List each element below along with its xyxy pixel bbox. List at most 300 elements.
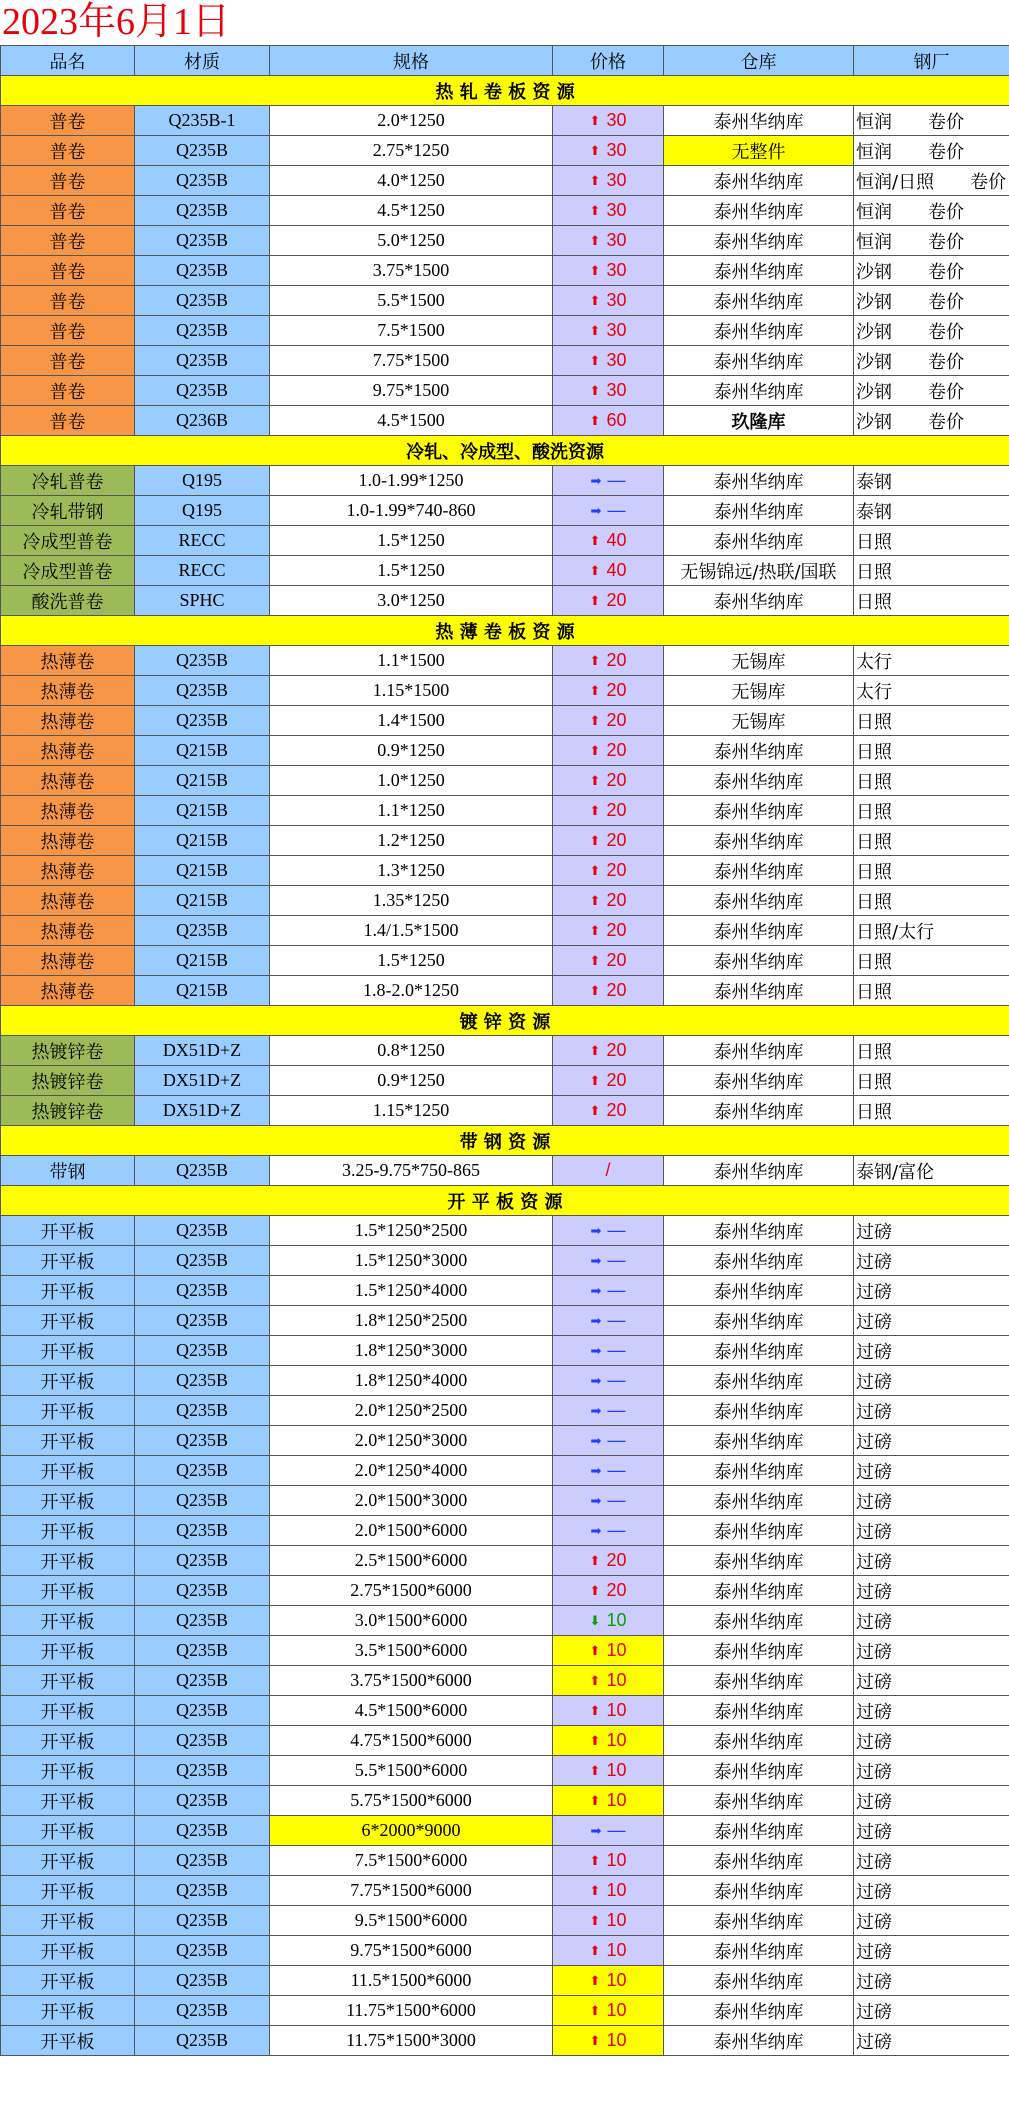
price-value: 10: [606, 1670, 627, 1690]
material-cell: RECC: [135, 526, 270, 556]
price-value: 20: [606, 680, 627, 700]
arrow-up-icon: ⬆: [589, 1733, 601, 1748]
material-cell: Q235B: [135, 1696, 270, 1726]
price-cell: [553, 1726, 664, 1756]
warehouse-cell: 泰州华纳库: [664, 1306, 854, 1336]
table-row: [1, 826, 1009, 856]
price-value: 30: [606, 320, 627, 340]
price-cell: [553, 1966, 664, 1996]
spec-cell: 1.8-2.0*1250: [270, 976, 553, 1006]
price-value: 30: [606, 110, 627, 130]
arrow-up-icon: ⬆: [589, 833, 601, 848]
price-cell: [553, 796, 664, 826]
warehouse-cell: 玖隆库: [664, 406, 854, 436]
price-value: 40: [606, 560, 627, 580]
material-cell: DX51D+Z: [135, 1096, 270, 1126]
price-value: 20: [606, 1040, 627, 1060]
arrow-right-icon: ➡: [590, 1313, 602, 1328]
warehouse-cell: 泰州华纳库: [664, 1486, 854, 1516]
price-cell: [553, 1696, 664, 1726]
arrow-up-icon: ⬆: [589, 203, 601, 218]
price-value: 20: [606, 980, 627, 1000]
table-row: [1, 1276, 1009, 1306]
warehouse-cell: 泰州华纳库: [664, 736, 854, 766]
warehouse-cell: 泰州华纳库: [664, 1786, 854, 1816]
table-row: [1, 1336, 1009, 1366]
warehouse-cell: 泰州华纳库: [664, 496, 854, 526]
table-row: [1, 1096, 1009, 1126]
mill-cell: 过磅: [854, 1366, 1009, 1396]
table-row: [1, 1486, 1009, 1516]
arrow-up-icon: ⬆: [589, 893, 601, 908]
product-name-cell: 酸洗普卷: [1, 586, 135, 616]
material-cell: Q235B: [135, 1426, 270, 1456]
price-cell: [553, 676, 664, 706]
material-cell: Q235B: [135, 1396, 270, 1426]
price-value: 20: [606, 1550, 627, 1570]
product-name-cell: 带钢: [1, 1156, 135, 1186]
warehouse-cell: 泰州华纳库: [664, 1396, 854, 1426]
product-name-cell: 普卷: [1, 376, 135, 406]
mill-cell: 日照: [854, 976, 1009, 1006]
price-value: 30: [606, 170, 627, 190]
table-row: [1, 406, 1009, 436]
arrow-up-icon: ⬆: [589, 2033, 601, 2048]
price-value: 30: [606, 140, 627, 160]
table-row: [1, 526, 1009, 556]
table-row: [1, 916, 1009, 946]
product-name-cell: 热薄卷: [1, 886, 135, 916]
spec-cell: 4.5*1250: [270, 196, 553, 226]
warehouse-cell: 泰州华纳库: [664, 1846, 854, 1876]
table-row: [1, 1516, 1009, 1546]
spec-cell: 2.75*1500*6000: [270, 1576, 553, 1606]
arrow-up-icon: ⬆: [589, 863, 601, 878]
warehouse-cell: 泰州华纳库: [664, 856, 854, 886]
mill-cell: 过磅: [854, 1846, 1009, 1876]
price-value: 20: [606, 770, 627, 790]
arrow-up-icon: ⬆: [589, 983, 601, 998]
price-value: 10: [606, 1640, 627, 1660]
material-cell: Q235B: [135, 1726, 270, 1756]
mill-cell: 沙钢 卷价: [854, 256, 1009, 286]
warehouse-cell: 泰州华纳库: [664, 1576, 854, 1606]
arrow-right-icon: ➡: [590, 1823, 602, 1838]
product-name-cell: 普卷: [1, 256, 135, 286]
spec-cell: 1.0-1.99*1250: [270, 466, 553, 496]
product-name-cell: 普卷: [1, 316, 135, 346]
table-row: [1, 1966, 1009, 1996]
warehouse-cell: 泰州华纳库: [664, 1246, 854, 1276]
material-cell: Q235B: [135, 1486, 270, 1516]
price-value: —: [607, 1280, 626, 1300]
product-name-cell: 热薄卷: [1, 946, 135, 976]
arrow-right-icon: ➡: [590, 1493, 602, 1508]
price-cell: [553, 376, 664, 406]
product-name-cell: 冷轧普卷: [1, 466, 135, 496]
table-row: [1, 556, 1009, 586]
product-name-cell: 普卷: [1, 286, 135, 316]
spec-cell: 1.0-1.99*740-860: [270, 496, 553, 526]
price-cell: [553, 106, 664, 136]
product-name-cell: 热薄卷: [1, 916, 135, 946]
material-cell: Q235B: [135, 1936, 270, 1966]
price-cell: [553, 766, 664, 796]
price-value: /: [605, 1160, 611, 1180]
warehouse-cell: 无锡锦远/热联/国联: [664, 556, 854, 586]
table-row: [1, 1936, 1009, 1966]
material-cell: Q235B: [135, 1456, 270, 1486]
arrow-right-icon: ➡: [590, 1373, 602, 1388]
product-name-cell: 热薄卷: [1, 646, 135, 676]
table-row: [1, 1846, 1009, 1876]
arrow-up-icon: ⬆: [589, 1103, 601, 1118]
mill-cell: 日照: [854, 1066, 1009, 1096]
material-cell: Q235B: [135, 1666, 270, 1696]
mill-cell: 泰钢: [854, 466, 1009, 496]
spec-cell: 2.0*1250: [270, 106, 553, 136]
arrow-up-icon: ⬆: [589, 1673, 601, 1688]
price-value: 20: [606, 740, 627, 760]
material-cell: Q235B: [135, 226, 270, 256]
spec-cell: 7.5*1500*6000: [270, 1846, 553, 1876]
mill-cell: 日照: [854, 586, 1009, 616]
table-row: [1, 496, 1009, 526]
price-cell: [553, 1456, 664, 1486]
spec-cell: 1.5*1250*4000: [270, 1276, 553, 1306]
table-row: [1, 106, 1009, 136]
price-cell: [553, 1036, 664, 1066]
material-cell: Q235B: [135, 346, 270, 376]
price-cell: [553, 1786, 664, 1816]
spec-cell: 1.5*1250*3000: [270, 1246, 553, 1276]
mill-cell: 过磅: [854, 1576, 1009, 1606]
warehouse-cell: 泰州华纳库: [664, 1516, 854, 1546]
section-title: 镀 锌 资 源: [1, 1006, 1009, 1036]
product-name-cell: 开平板: [1, 1786, 135, 1816]
warehouse-cell: 泰州华纳库: [664, 1096, 854, 1126]
warehouse-cell: 泰州华纳库: [664, 586, 854, 616]
material-cell: Q195: [135, 466, 270, 496]
mill-cell: 太行: [854, 646, 1009, 676]
arrow-up-icon: ⬆: [589, 773, 601, 788]
mill-cell: 过磅: [854, 1246, 1009, 1276]
table-row: [1, 1036, 1009, 1066]
price-value: 30: [606, 260, 627, 280]
section-title: 热 薄 卷 板 资 源: [1, 616, 1009, 646]
product-name-cell: 热薄卷: [1, 766, 135, 796]
product-name-cell: 开平板: [1, 1576, 135, 1606]
arrow-right-icon: ➡: [590, 503, 602, 518]
product-name-cell: 开平板: [1, 1696, 135, 1726]
arrow-up-icon: ⬆: [589, 533, 601, 548]
warehouse-cell: 泰州华纳库: [664, 1966, 854, 1996]
spec-cell: 9.5*1500*6000: [270, 1906, 553, 1936]
mill-cell: 过磅: [854, 1516, 1009, 1546]
mill-cell: 过磅: [854, 1396, 1009, 1426]
mill-cell: 过磅: [854, 1726, 1009, 1756]
price-cell: [553, 1156, 664, 1186]
price-cell: [553, 1336, 664, 1366]
mill-cell: 过磅: [854, 1816, 1009, 1846]
spec-cell: 2.0*1500*3000: [270, 1486, 553, 1516]
product-name-cell: 开平板: [1, 1426, 135, 1456]
price-cell: [553, 226, 664, 256]
warehouse-cell: 泰州华纳库: [664, 1756, 854, 1786]
spec-cell: 1.5*1250: [270, 526, 553, 556]
spec-cell: 5.5*1500: [270, 286, 553, 316]
table-row: [1, 166, 1009, 196]
price-cell: [553, 1816, 664, 1846]
spec-cell: 5.5*1500*6000: [270, 1756, 553, 1786]
product-name-cell: 热薄卷: [1, 826, 135, 856]
mill-cell: 过磅: [854, 1336, 1009, 1366]
mill-cell: 日照: [854, 706, 1009, 736]
mill-cell: 日照: [854, 1096, 1009, 1126]
mill-cell: 过磅: [854, 1756, 1009, 1786]
warehouse-cell: 泰州华纳库: [664, 316, 854, 346]
spec-cell: 5.75*1500*6000: [270, 1786, 553, 1816]
warehouse-cell: 泰州华纳库: [664, 916, 854, 946]
price-cell: [553, 196, 664, 226]
arrow-right-icon: ➡: [590, 1343, 602, 1358]
material-cell: Q235B: [135, 1846, 270, 1876]
spec-cell: 3.0*1500*6000: [270, 1606, 553, 1636]
table-row: [1, 1756, 1009, 1786]
spec-cell: 6*2000*9000: [270, 1816, 553, 1846]
product-name-cell: 普卷: [1, 406, 135, 436]
product-name-cell: 开平板: [1, 1966, 135, 1996]
mill-cell: 过磅: [854, 1696, 1009, 1726]
mill-cell: 过磅: [854, 1906, 1009, 1936]
price-value: 20: [606, 1100, 627, 1120]
material-cell: Q215B: [135, 826, 270, 856]
product-name-cell: 开平板: [1, 1516, 135, 1546]
price-cell: [553, 1846, 664, 1876]
price-cell: [553, 1636, 664, 1666]
table-row: [1, 796, 1009, 826]
product-name-cell: 开平板: [1, 1486, 135, 1516]
warehouse-cell: 泰州华纳库: [664, 1876, 854, 1906]
price-cell: [553, 1216, 664, 1246]
material-cell: Q235B: [135, 1156, 270, 1186]
spec-cell: 3.25-9.75*750-865: [270, 1156, 553, 1186]
material-cell: Q235B: [135, 1546, 270, 1576]
price-value: —: [607, 1430, 626, 1450]
price-cell: [553, 856, 664, 886]
mill-cell: 过磅: [854, 2026, 1009, 2056]
mill-cell: 过磅: [854, 1636, 1009, 1666]
price-cell: [553, 256, 664, 286]
page-title: 2023年6月1日: [2, 1, 231, 43]
table-row: [1, 856, 1009, 886]
price-value: 30: [606, 350, 627, 370]
table-row: [1, 136, 1009, 166]
table-row: [1, 346, 1009, 376]
price-cell: [553, 706, 664, 736]
price-cell: [553, 1996, 664, 2026]
mill-cell: 日照: [854, 1036, 1009, 1066]
spec-cell: 1.2*1250: [270, 826, 553, 856]
material-cell: Q235B: [135, 676, 270, 706]
table-row: [1, 1366, 1009, 1396]
product-name-cell: 开平板: [1, 1876, 135, 1906]
product-name-cell: 开平板: [1, 1816, 135, 1846]
material-cell: Q215B: [135, 796, 270, 826]
warehouse-cell: 泰州华纳库: [664, 286, 854, 316]
material-cell: Q235B: [135, 1996, 270, 2026]
arrow-right-icon: ➡: [590, 1523, 602, 1538]
mill-cell: 恒润 卷价: [854, 136, 1009, 166]
price-cell: [553, 286, 664, 316]
spec-cell: 1.8*1250*2500: [270, 1306, 553, 1336]
material-cell: Q235B: [135, 286, 270, 316]
spec-cell: 1.5*1250: [270, 946, 553, 976]
mill-cell: 泰钢: [854, 496, 1009, 526]
warehouse-cell: 泰州华纳库: [664, 1666, 854, 1696]
table-row: [1, 586, 1009, 616]
product-name-cell: 开平板: [1, 1396, 135, 1426]
mill-cell: 日照: [854, 826, 1009, 856]
arrow-up-icon: ⬆: [589, 1643, 601, 1658]
product-name-cell: 开平板: [1, 1276, 135, 1306]
arrow-up-icon: ⬆: [589, 1703, 601, 1718]
product-name-cell: 开平板: [1, 1366, 135, 1396]
mill-cell: 日照: [854, 946, 1009, 976]
warehouse-cell: 泰州华纳库: [664, 526, 854, 556]
material-cell: Q235B: [135, 1216, 270, 1246]
section-header: [1, 76, 1009, 106]
arrow-up-icon: ⬆: [589, 1043, 601, 1058]
price-cell: [553, 166, 664, 196]
mill-cell: 恒润 卷价: [854, 196, 1009, 226]
product-name-cell: 热薄卷: [1, 736, 135, 766]
product-name-cell: 开平板: [1, 1216, 135, 1246]
spec-cell: 2.75*1250: [270, 136, 553, 166]
price-cell: [553, 466, 664, 496]
table-row: [1, 766, 1009, 796]
table-row: [1, 466, 1009, 496]
section-title: 热 轧 卷 板 资 源: [1, 76, 1009, 106]
price-cell: [553, 1516, 664, 1546]
price-cell: [553, 1486, 664, 1516]
warehouse-cell: 泰州华纳库: [664, 376, 854, 406]
mill-cell: 过磅: [854, 1456, 1009, 1486]
table-row: [1, 2026, 1009, 2056]
material-cell: Q215B: [135, 766, 270, 796]
spec-cell: 2.0*1250*3000: [270, 1426, 553, 1456]
spec-cell: 5.0*1250: [270, 226, 553, 256]
price-value: 10: [606, 1850, 627, 1870]
arrow-up-icon: ⬆: [589, 1583, 601, 1598]
spec-cell: 4.5*1500*6000: [270, 1696, 553, 1726]
arrow-down-icon: ⬇: [589, 1613, 601, 1628]
spec-cell: 3.75*1500*6000: [270, 1666, 553, 1696]
arrow-up-icon: ⬆: [589, 743, 601, 758]
arrow-up-icon: ⬆: [589, 293, 601, 308]
mill-cell: 沙钢 卷价: [854, 286, 1009, 316]
arrow-right-icon: ➡: [590, 1403, 602, 1418]
arrow-up-icon: ⬆: [589, 803, 601, 818]
mill-cell: 过磅: [854, 1546, 1009, 1576]
product-name-cell: 开平板: [1, 1996, 135, 2026]
price-cell: [553, 556, 664, 586]
spec-cell: 3.75*1500: [270, 256, 553, 286]
material-cell: Q235B: [135, 1636, 270, 1666]
arrow-up-icon: ⬆: [589, 263, 601, 278]
price-value: 10: [606, 1940, 627, 1960]
product-name-cell: 开平板: [1, 1306, 135, 1336]
spec-cell: 2.0*1250*4000: [270, 1456, 553, 1486]
arrow-right-icon: ➡: [590, 1433, 602, 1448]
spec-cell: 0.9*1250: [270, 736, 553, 766]
product-name-cell: 热薄卷: [1, 796, 135, 826]
material-cell: Q236B: [135, 406, 270, 436]
section-title: 带 钢 资 源: [1, 1126, 1009, 1156]
warehouse-cell: 泰州华纳库: [664, 1216, 854, 1246]
product-name-cell: 开平板: [1, 1246, 135, 1276]
price-cell: [553, 1366, 664, 1396]
material-cell: Q235B: [135, 136, 270, 166]
table-row: [1, 1576, 1009, 1606]
product-name-cell: 开平板: [1, 1906, 135, 1936]
product-name-cell: 普卷: [1, 136, 135, 166]
product-name-cell: 冷成型普卷: [1, 556, 135, 586]
product-name-cell: 开平板: [1, 1456, 135, 1486]
price-value: 10: [606, 1700, 627, 1720]
price-value: 30: [606, 290, 627, 310]
price-cell: [553, 346, 664, 376]
warehouse-cell: 泰州华纳库: [664, 946, 854, 976]
spec-cell: 9.75*1500*6000: [270, 1936, 553, 1966]
mill-cell: 过磅: [854, 1306, 1009, 1336]
header-name: 品名: [1, 46, 135, 76]
price-value: 20: [606, 1070, 627, 1090]
spec-cell: 1.8*1250*3000: [270, 1336, 553, 1366]
price-cell: [553, 826, 664, 856]
arrow-up-icon: ⬆: [589, 1883, 601, 1898]
warehouse-cell: 泰州华纳库: [664, 466, 854, 496]
warehouse-cell: 泰州华纳库: [664, 1336, 854, 1366]
warehouse-cell: 泰州华纳库: [664, 2026, 854, 2056]
arrow-up-icon: ⬆: [589, 383, 601, 398]
material-cell: Q215B: [135, 856, 270, 886]
price-cell: [553, 1096, 664, 1126]
warehouse-cell: 泰州华纳库: [664, 976, 854, 1006]
material-cell: Q235B: [135, 1606, 270, 1636]
table-row: [1, 946, 1009, 976]
price-cell: [553, 316, 664, 346]
price-value: —: [607, 1340, 626, 1360]
price-value: —: [607, 1520, 626, 1540]
table-row: [1, 1816, 1009, 1846]
mill-cell: 恒润 卷价: [854, 226, 1009, 256]
spec-cell: 1.5*1250*2500: [270, 1216, 553, 1246]
price-value: —: [607, 1820, 626, 1840]
mill-cell: 沙钢 卷价: [854, 376, 1009, 406]
table-row: [1, 1636, 1009, 1666]
price-value: —: [607, 1400, 626, 1420]
price-cell: [553, 946, 664, 976]
price-cell: [553, 1906, 664, 1936]
arrow-up-icon: ⬆: [589, 1853, 601, 1868]
warehouse-cell: 泰州华纳库: [664, 1936, 854, 1966]
material-cell: DX51D+Z: [135, 1036, 270, 1066]
price-cell: [553, 1306, 664, 1336]
mill-cell: 过磅: [854, 1876, 1009, 1906]
table-row: [1, 1786, 1009, 1816]
price-cell: [553, 1426, 664, 1456]
